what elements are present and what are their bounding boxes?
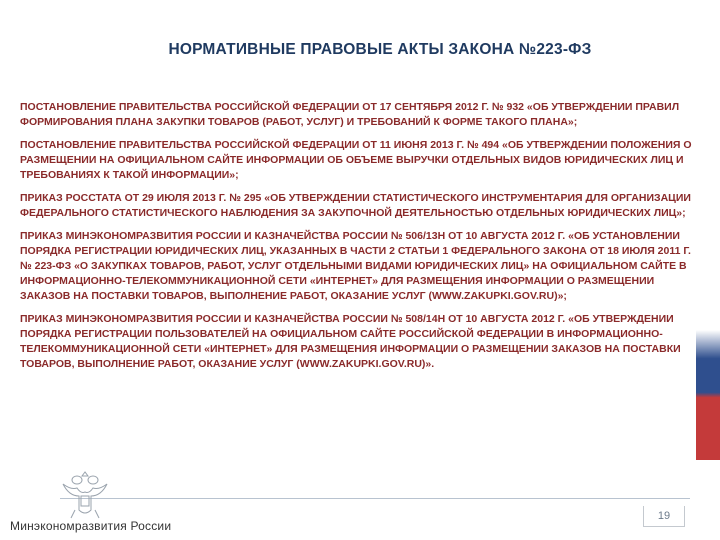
item-lead: ПРИКАЗ МИНЭКОНОМРАЗВИТИЯ РОССИИ И КАЗНАЧЕЙСТВА РОССИИ № 508/14Н ОТ 10 АВГУСТА 2012 Г. bbox=[20, 313, 566, 325]
ministry-name: Минэкономразвития России bbox=[10, 519, 172, 533]
list-item bbox=[20, 100, 695, 130]
item-rest: «ОБ УТВЕРЖДЕНИИ ПОРЯДКА РЕГИСТРАЦИИ ПОЛЬЗОВАТЕЛЕЙ НА ОФИЦИАЛЬНОМ САЙТЕ РОССИЙСКОЙ ФЕДЕРАЦИИ В ИНФОРМАЦИОННО-ТЕЛЕКОММУНИКАЦИОННОЙ СЕТИ «ИНТЕРНЕТ» ДЛЯ РАЗМЕЩЕНИЯ ИНФОРМАЦИИ О РАЗМЕЩЕНИИ ЗАКАЗОВ НА ПОСТАВКИ ТОВАРОВ, ВЫПОЛНЕНИЕ РАБОТ, ОКАЗАНИЕ УСЛУГ (WWW.ZAKUPKI.GOV.RU)». bbox=[20, 313, 681, 370]
list-item bbox=[20, 312, 695, 372]
list-item bbox=[20, 138, 695, 183]
footer-divider bbox=[60, 498, 690, 499]
slide-title: НОРМАТИВНЫЕ ПРАВОВЫЕ АКТЫ ЗАКОНА №223-ФЗ bbox=[168, 41, 592, 58]
item-rest: «ОБ УСТАНОВЛЕНИИ ПОРЯДКА РЕГИСТРАЦИИ ЮРИДИЧЕСКИХ ЛИЦ, УКАЗАННЫХ В ЧАСТИ 2 СТАТЬИ 1 ФЕДЕРАЛЬНОГО ЗАКОНА ОТ 18 ИЮЛЯ 2011 Г. № 223-ФЗ «О ЗАКУПКАХ ТОВАРОВ, РАБОТ, УСЛУГ ОТДЕЛЬНЫМИ ВИДАМИ ЮРИДИЧЕСКИХ ЛИЦ» НА ОФИЦИАЛЬНОМ САЙТЕ В ИНФОРМАЦИОННО-ТЕЛЕКОММУНИКАЦИОННОЙ СЕТИ «ИНТЕРНЕТ» ДЛЯ РАЗМЕЩЕНИЯ ИНФОРМАЦИИ О РАЗМЕЩЕНИИ ЗАКАЗОВ НА ПОСТАВКИ ТОВАРОВ, ВЫПОЛНЕНИЕ РАБОТ, ОКАЗАНИЕ УСЛУГ (WWW.ZAKUPKI.GOV.RU)»; bbox=[20, 230, 691, 302]
item-lead: ПОСТАНОВЛЕНИЕ ПРАВИТЕЛЬСТВА РОССИЙСКОЙ ФЕДЕРАЦИИ ОТ 17 СЕНТЯБРЯ 2012 Г. № 932 bbox=[20, 101, 525, 113]
page-number: 19 bbox=[643, 506, 685, 527]
list-item bbox=[20, 191, 695, 221]
decorative-side-bar bbox=[696, 330, 720, 460]
list-item bbox=[20, 229, 695, 304]
item-lead: ПОСТАНОВЛЕНИЕ ПРАВИТЕЛЬСТВА РОССИЙСКОЙ ФЕДЕРАЦИИ ОТ 11 ИЮНЯ 2013 Г. № 494 bbox=[20, 139, 500, 151]
item-rest: «ОБ УТВЕРЖДЕНИИ ПРАВИЛ ФОРМИРОВАНИЯ ПЛАНА ЗАКУПКИ ТОВАРОВ (РАБОТ, УСЛУГ) И ТРЕБОВАНИЙ К ФОРМЕ ТАКОГО ПЛАНА»; bbox=[20, 101, 680, 128]
item-rest: «ОБ УТВЕРЖДЕНИИ СТАТИСТИЧЕСКОГО ИНСТРУМЕНТАРИЯ ДЛЯ ОРГАНИЗАЦИИ ФЕДЕРАЛЬНОГО СТАТИСТИЧЕСКОГО НАБЛЮДЕНИЯ ЗА ЗАКУПОЧНОЙ ДЕЯТЕЛЬНОСТЬЮ ОТДЕЛЬНЫХ ЮРИДИЧЕСКИХ ЛИЦ»; bbox=[20, 192, 691, 219]
acts-list bbox=[20, 100, 695, 380]
item-lead: ПРИКАЗ МИНЭКОНОМРАЗВИТИЯ РОССИИ И КАЗНАЧЕЙСТВА РОССИИ № 506/13Н ОТ 10 АВГУСТА 2012 Г. bbox=[20, 230, 566, 242]
coat-of-arms-icon bbox=[55, 466, 115, 520]
item-lead: ПРИКАЗ РОССТАТА ОТ 29 ИЮЛЯ 2013 Г. № 295 bbox=[20, 192, 262, 204]
item-rest: «ОБ УТВЕРЖДЕНИИ ПОЛОЖЕНИЯ О РАЗМЕЩЕНИИ НА ОФИЦИАЛЬНОМ САЙТЕ ИНФОРМАЦИИ ОБ ОБЪЕМЕ ВЫРУЧКИ ОТДЕЛЬНЫХ ВИДОВ ЮРИДИЧЕСКИХ ЛИЦ И ТРЕБОВАНИЯХ К ТАКОЙ ИНФОРМАЦИИ»; bbox=[20, 139, 692, 181]
